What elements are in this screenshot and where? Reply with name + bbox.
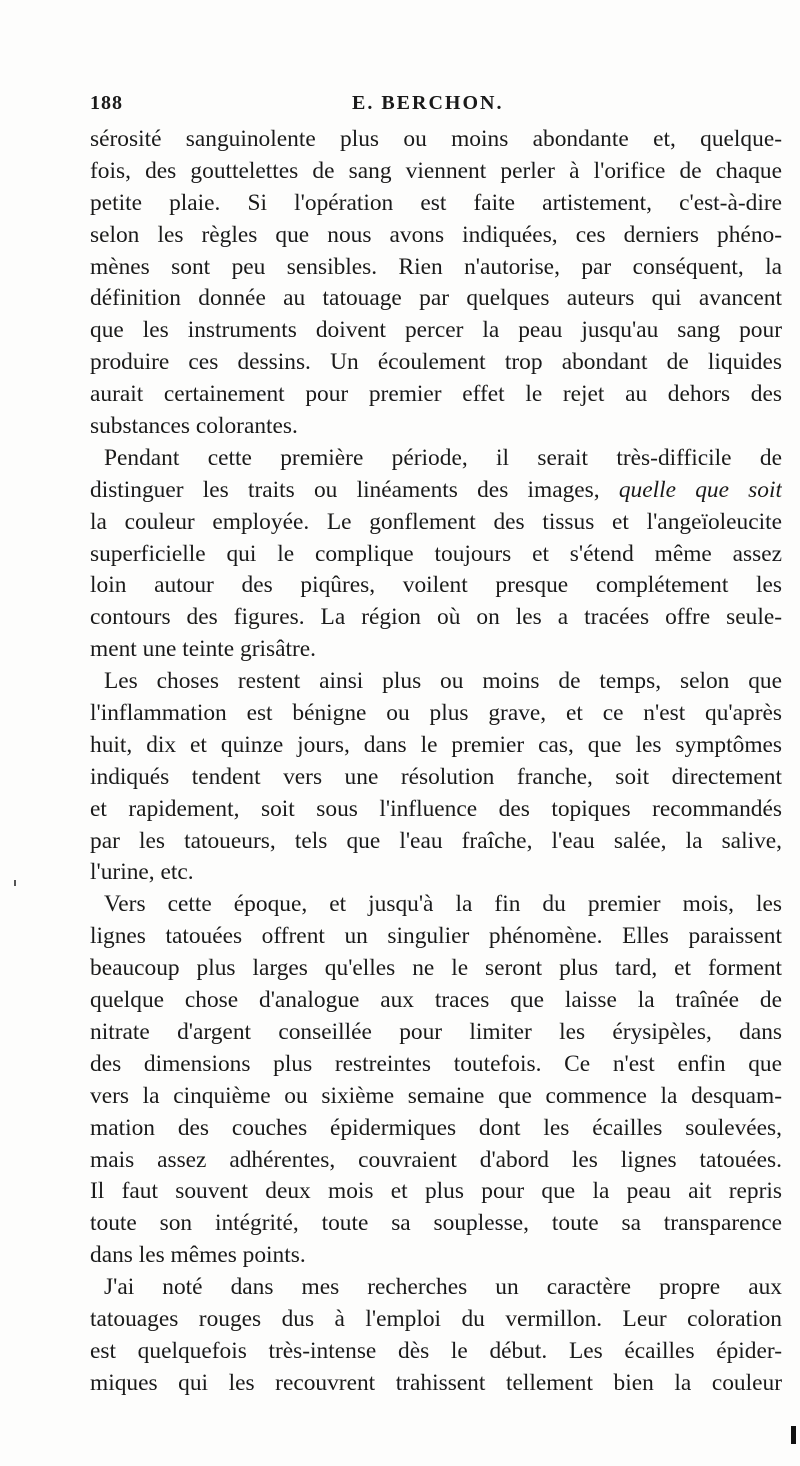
page-number: 188 [90,92,123,114]
text-line: nitrate d'argent conseillée pour limiter les érysipèles, dans [90,1018,782,1045]
paragraph-start-line: Pendant cette première période, il serait très-difficile de [104,444,782,471]
page-edge-mark [791,1426,796,1444]
text-line: produire ces dessins. Un écoulement trop abondant de liquides [90,349,782,376]
paragraph-start-line: Vers cette époque, et jusqu'à la fin du premier mois, les [104,891,782,918]
body-text [90,124,782,1400]
text-line: contours des figures. La région où on les a tracées offre seule- [90,604,782,631]
text-line: lignes tatouées offrent un singulier phénomène. Elles paraissent [90,923,782,950]
text-line: ment une teinte grisâtre. [90,636,317,663]
margin-speck [14,880,16,886]
paragraph-start-line: J'ai noté dans mes recherches un caractère propre aux [104,1274,782,1301]
text-line: quelque chose d'analogue aux traces que laisse la traînée de [90,987,782,1014]
text-line: et rapidement, soit sous l'influence des topiques recommandés [90,795,782,822]
text-line: l'inflammation est bénigne ou plus grave, et ce n'est qu'après [90,700,782,727]
text-line: Il faut souvent deux mois et plus pour que la peau ait repris [90,1178,782,1205]
text-fragment: distinguer les traits ou linéaments des images, [90,476,619,503]
text-line: miques qui les recouvrent trahissent tellement bien la couleur [90,1369,782,1396]
text-line: mais assez adhérentes, couvraient d'abord les lignes tatouées. [90,1146,782,1173]
text-line: par les tatoueurs, tels que l'eau fraîche, l'eau salée, la salive, [90,827,782,854]
text-line: substances colorantes. [90,413,298,440]
text-line: loin autour des piqûres, voilent presque complétement les [90,572,782,599]
text-line: beaucoup plus larges qu'elles ne le seront plus tard, et forment [90,955,782,982]
text-line: définition donnée au tatouage par quelques auteurs qui avancent [90,285,782,312]
text-line: petite plaie. Si l'opération est faite artistement, c'est-à-dire [90,189,782,216]
text-line: sérosité sanguinolente plus ou moins abondante et, quelque- [90,126,782,152]
text-line: l'urine, etc. [90,859,194,886]
paragraph-start-line: Les choses restent ainsi plus ou moins de temps, selon que [104,668,782,695]
text-line: que les instruments doivent percer la peau jusqu'au sang pour [90,317,782,344]
text-line: selon les règles que nous avons indiquées, ces derniers phéno- [90,221,782,248]
text-line: fois, des gouttelettes de sang viennent perler à l'orifice de chaque [90,157,782,184]
italic-phrase: quelle que soit [618,476,782,503]
text-line: mènes sont peu sensibles. Rien n'autorise, par conséquent, la [90,253,782,280]
text-line: vers la cinquième ou sixième semaine que commence la desquam- [90,1082,782,1109]
text-line: indiqués tendent vers une résolution franche, soit directement [90,763,782,790]
running-head: E. BERCHON. [352,92,504,114]
text-line: aurait certainement pour premier effet le rejet au dehors des [90,381,782,408]
text-line: tatouages rouges dus à l'emploi du vermillon. Leur coloration [90,1305,782,1332]
text-line: dans les mêmes points. [90,1242,306,1269]
page-header [90,92,780,122]
text-line: mation des couches épidermiques dont les écailles soulevées, [90,1114,782,1141]
text-line: est quelquefois très-intense dès le début. Les écailles épider- [90,1337,782,1364]
text-line: des dimensions plus restreintes toutefois. Ce n'est enfin que [90,1050,782,1077]
text-line-with-italic [90,475,782,507]
text-line: la couleur employée. Le gonflement des tissus et l'angeïoleucite [90,508,782,535]
text-line: superficielle qui le complique toujours et s'étend même assez [90,540,782,567]
text-line: toute son intégrité, toute sa souplesse, toute sa transparence [90,1210,782,1237]
text-line: huit, dix et quinze jours, dans le premier cas, que les symptômes [90,731,782,758]
